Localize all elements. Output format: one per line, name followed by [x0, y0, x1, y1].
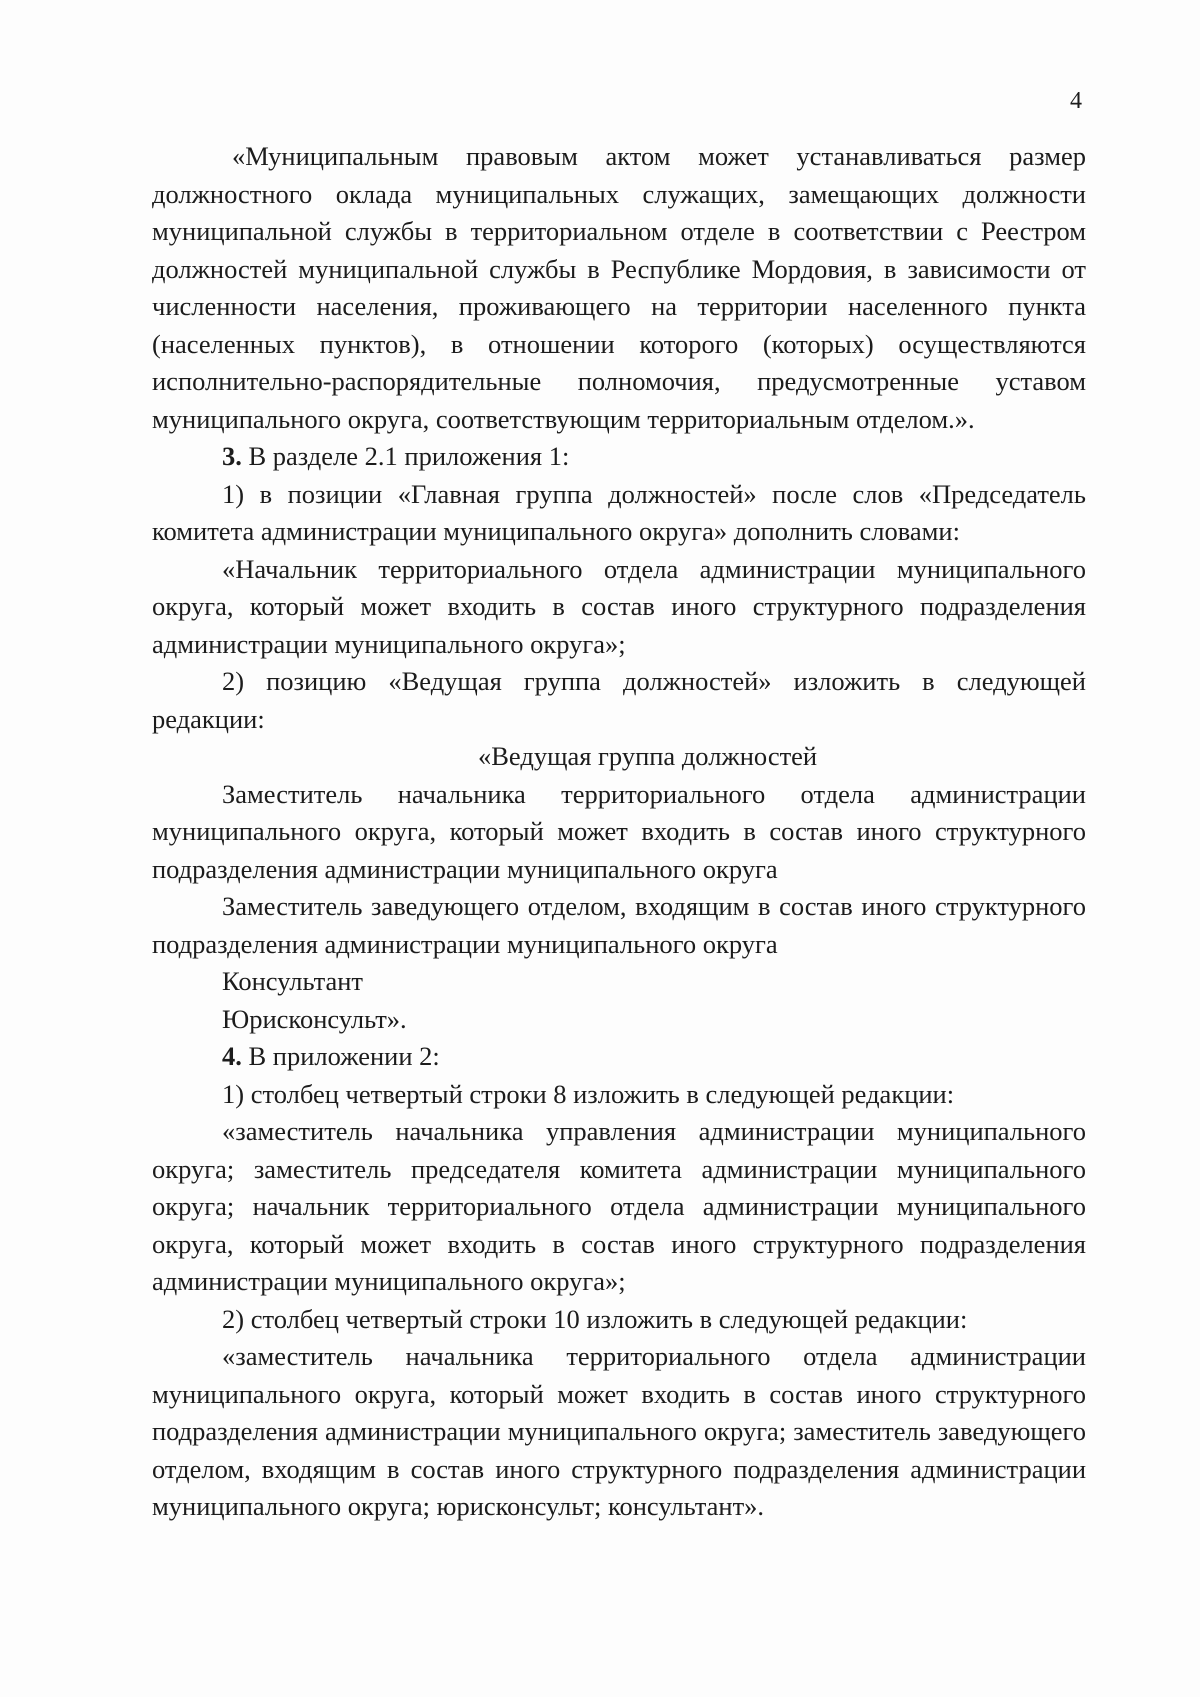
group-heading: «Ведущая группа должностей — [478, 741, 818, 771]
position-deputy-head: Заместитель начальника территориального отдела администрации муниципального округа, который может входить в состав иного структурного подразделения администрации муниципального округа — [152, 778, 1086, 884]
position-legal-advisor: Юрисконсульт». — [222, 1003, 407, 1034]
item-number: 4. — [222, 1041, 242, 1071]
position-consultant: Консультант — [222, 966, 364, 996]
paragraph-item-3 — [152, 438, 1086, 476]
item-text: В разделе 2.1 приложения 1: — [241, 441, 570, 471]
item-text: В приложении 2: — [241, 1041, 440, 1071]
paragraph-quote-head: «Начальник территориального отдела администрации муниципального округа, который может входить в состав иного структурного подразделения администрации муниципального округа»; — [152, 553, 1086, 659]
document-body — [152, 138, 1086, 1526]
paragraph-subitem-1: 1) в позиции «Главная группа должностей» после слов «Председатель комитета администрации муниципального округа» дополнить словами: — [152, 478, 1086, 546]
position-deputy-manager: Заместитель заведующего отделом, входящим в состав иного структурного подразделения администрации муниципального округа — [152, 891, 1086, 959]
paragraph-subitem-row8: 1) столбец четвертый строки 8 изложить в следующей редакции: — [222, 1078, 955, 1109]
page-number: 4 — [1070, 88, 1082, 114]
paragraph-quote-row8: «заместитель начальника управления администрации муниципального округа; заместитель председателя комитета администрации муниципального округа; начальник территориального отдела администрации муниципального округа, который может входить в состав иного структурного подразделения администрации муниципального округа»; — [152, 1116, 1086, 1296]
item-number: 3. — [222, 441, 242, 471]
paragraph-subitem-row10: 2) столбец четвертый строки 10 изложить в следующей редакции: — [222, 1303, 968, 1334]
paragraph-quote-salary: «Муниципальным правовым актом может устанавливаться размер должностного оклада муниципальных служащих, замещающих должности муниципальной службы в территориальном отделе в соответствии с Реестром должностей муниципальной службы в Республике Мордовия, в зависимости от численности населения, проживающего на территории населенного пункта (населенных пунктов), в отношении которого (которых) осуществляются исполнительно-распорядительные полномочия, предусмотренные уставом муниципального округа, соответствующим территориальным отделом.». — [152, 141, 1086, 434]
paragraph-item-4 — [152, 1038, 1086, 1076]
paragraph-quote-row10: «заместитель начальника территориального отдела администрации муниципального округа, который может входить в состав иного структурного подразделения администрации муниципального округа; заместитель заведующего отделом, входящим в состав иного структурного подразделения администрации муниципального округа; юрисконсульт; консультант». — [152, 1341, 1086, 1521]
paragraph-subitem-2: 2) позицию «Ведущая группа должностей» изложить в следующей редакции: — [152, 666, 1086, 734]
